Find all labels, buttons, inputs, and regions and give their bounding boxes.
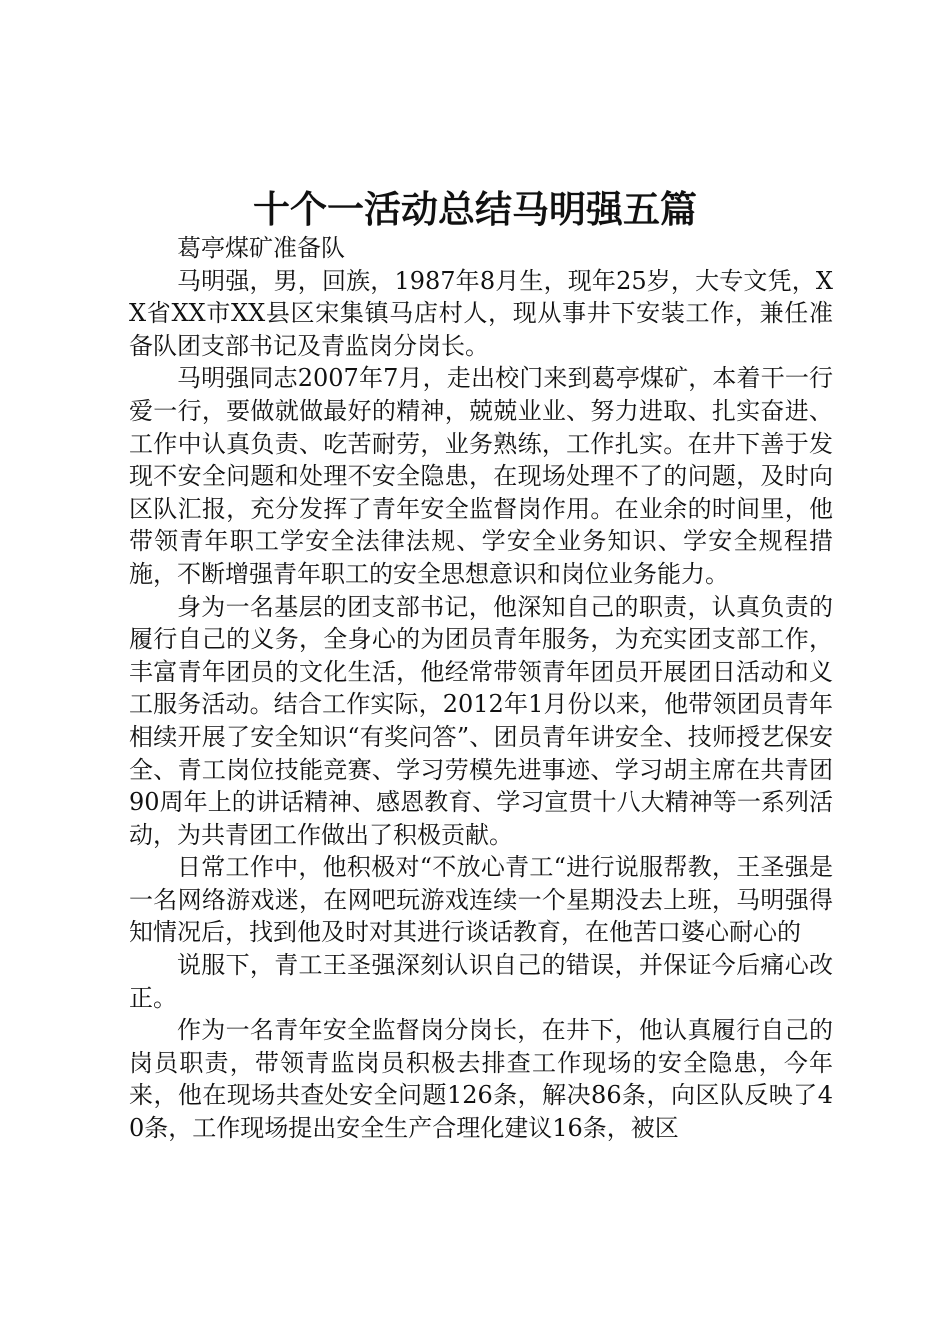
paragraph-profile: 马明强，男，回族，1987年8月生，现年25岁，大专文凭，XX省XX市XX县区宋集镇马店村人，现从事井下安装工作，兼任准备队团支部书记及青监岗分岗长。: [129, 266, 833, 360]
paragraph-work-attitude: 马明强同志2007年7月，走出校门来到葛亭煤矿，本着干一行爱一行，要做就做最好的精神，兢兢业业、努力进取、扎实奋进、工作中认真负责、吃苦耐劳，业务熟练，工作扎实。在井下善于发现不安全问题和处理不安全隐患，在现场处理不了的问题，及时向区队汇报，充分发挥了青年安全监督岗作用。在业余的时间里，他带领青年职工学安全法律法规、学安全业务知识、学安全规程措施，不断增强青年职工的安全思想意识和岗位业务能力。: [129, 364, 833, 588]
paragraph-league-branch: 身为一名基层的团支部书记，他深知自己的职责，认真负责的履行自己的义务，全身心的为团员青年服务，为充实团支部工作，丰富青年团员的文化生活，他经常带领青年团员开展团日活动和义工服务活动。结合工作实际，2012年1月份以来，他带领团员青年相续开展了安全知识“有奖问答”、团员青年讲安全、技师授艺保安全、青工岗位技能竞赛、学习劳模先进事迹、学习胡主席在共青团90周年上的讲话精神、感恩教育、学习宣贯十八大精神等一系列活动，为共青团工作做出了积极贡献。: [129, 592, 833, 849]
department-line: 葛亭煤矿准备队: [177, 234, 345, 262]
paragraph-daily-work-cont: 说服下，青工王圣强深刻认识自己的错误，并保证今后痛心改正。: [129, 951, 833, 1012]
paragraph-safety-post: 作为一名青年安全监督岗分岗长，在井下，他认真履行自己的岗员职责，带领青监岗员积极去排查工作现场的安全隐患，今年来，他在现场共查处安全问题126条，解决86条，向区队反映了40条，工作现场提出安全生产合理化建议16条，被区: [129, 1016, 833, 1143]
paragraph-daily-work: 日常工作中，他积极对“不放心青工“进行说服帮教，王圣强是一名网络游戏迷，在网吧玩游戏连续一个星期没去上班，马明强得知情况后，找到他及时对其进行谈话教育，在他苦口婆心耐心的: [129, 853, 833, 947]
document-title: 十个一活动总结马明强五篇: [253, 188, 697, 231]
document-body: [129, 232, 833, 1145]
